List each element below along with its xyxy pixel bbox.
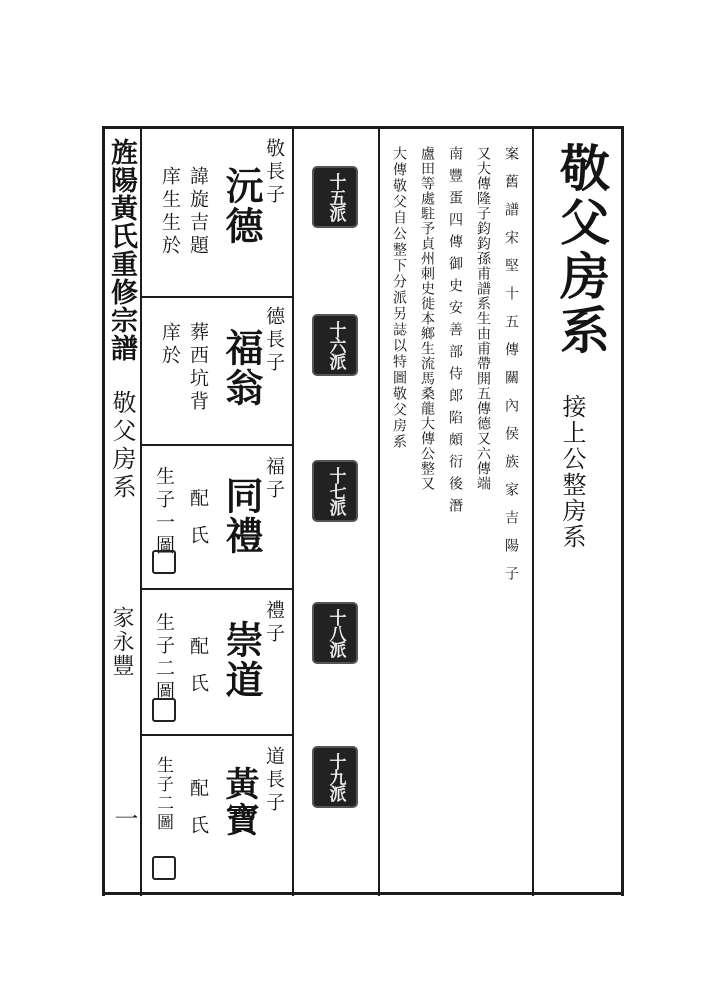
person-name: 福翁 [219,328,264,408]
person-note: 配氏 [187,636,209,710]
person-row-divider [140,296,292,298]
person-rank: 福子 [263,456,285,502]
seal-mark [152,550,176,574]
person-name: 黃寶 [219,766,259,838]
intro-line: 又大傳隆子鈞鈞孫甫譜系生由甫帶開五傳德又六傳端 [475,146,491,491]
intro-line: 案舊譜宋堅十五傳關內侯族家吉陽子 [503,146,519,594]
spine-hall: 家永豐 [109,606,134,678]
generation-badge: 十六派 [312,314,358,376]
person-note: 配氏 [187,778,209,852]
person-rank: 敬長子 [263,138,285,207]
genealogy-page [102,126,624,896]
intro-line: 大傳敬父自公整下分派另誌以特圖敬父房系 [391,146,407,450]
person-rank: 道長子 [263,746,285,815]
persons-right-border [292,126,294,896]
person-name: 同禮 [219,476,264,556]
generation-badge: 十五派 [312,166,358,228]
generation-badge: 十七派 [312,460,358,522]
person-row-divider [140,588,292,590]
person-note: 庠於 [159,322,181,368]
frame-right-line [621,126,624,896]
person-row-divider [140,734,292,736]
spine-title: 旌陽黃氏重修宗譜 [106,138,137,362]
spine-divider [140,126,142,896]
page-number: 一 [110,806,138,830]
frame-top-line [102,126,624,129]
generation-badge: 十八派 [312,602,358,664]
person-note: 生子二圖 [153,612,175,704]
spine-section: 敬父房系 [108,390,136,502]
person-note: 生子一圖 [153,466,175,558]
person-rank: 德長子 [263,306,285,375]
intro-line: 南豐蛋四傳御史安善部侍郎陷頗衍後潛 [447,146,463,520]
page-subtitle: 接上公整房系 [558,394,586,550]
page-title: 敬父房系 [552,142,611,358]
person-note: 配氏 [187,488,209,562]
frame-left-line [102,126,105,896]
person-rank: 禮子 [263,600,285,646]
person-note: 生子二圖 [153,756,173,832]
person-name: 崇道 [219,620,264,700]
frame-bottom-line [102,892,624,895]
seal-mark [152,698,176,722]
person-row-divider [140,444,292,446]
header-divider [532,126,534,896]
person-note: 諱旋吉題 [187,166,209,258]
intro-line: 盧田等處駐予貞州刺史徙本鄉生流馬桑龍大傳公整又 [419,146,435,491]
seal-mark [152,856,176,880]
person-note: 葬西坑背 [187,322,209,414]
generation-badge: 十九派 [312,746,358,808]
person-note: 庠生生於 [159,166,181,258]
generation-column-border [378,126,380,896]
person-name: 沅德 [219,166,264,246]
